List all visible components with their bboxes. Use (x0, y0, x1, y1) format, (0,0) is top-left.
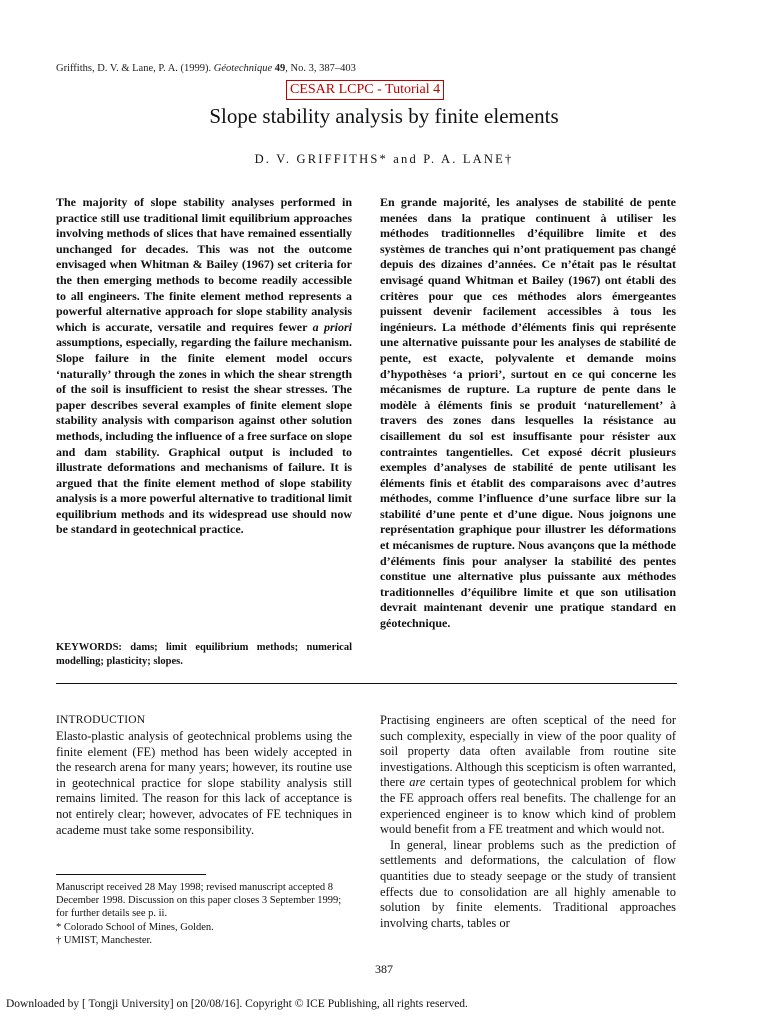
intro-para2-a: Practising engineers are often sceptical of the need for such complexity, especially in view of the poor quality of soil property data often available from routine site investigations. Although this scepticism is often warranted, there (380, 713, 676, 790)
author-line: D. V. GRIFFITHS* and P. A. LANE† (254, 152, 514, 166)
citation-rest: , No. 3, 387–403 (285, 63, 356, 74)
citation-journal: Géotechnique (213, 63, 273, 74)
body-column-right (380, 713, 676, 931)
keywords: KEYWORDS: dams; limit equilibrium methods; numerical modelling; plasticity; slopes. (56, 642, 352, 667)
footnotes (56, 881, 352, 947)
download-notice: Downloaded by [ Tongji University] on [20/08/16]. Copyright © ICE Publishing, all rights reserved. (6, 998, 468, 1010)
section-divider (56, 683, 677, 684)
intro-para2-b: certain types of geotechnical problem for which the FE approach offers real benefits. The challenge for an experienced engineer is to know which kind of problem would benefit from a FE treatment and which would not. (380, 775, 676, 837)
abstract-en-part1: The majority of slope stability analyses performed in practice still use traditional limit equilibrium approaches involving methods of slices that have remained essentially unchanged for decades. This was not the outcome envisaged when Whitman & Bailey (1967) set criteria for the then emerging methods to become readily accessible to all engineers. The finite element method represents a powerful alternative approach for slope stability analysis which is accurate, versatile and requires fewer (56, 195, 352, 334)
paper-title: Slope stability analysis by finite elements (209, 104, 559, 128)
introduction-heading: INTRODUCTION (56, 714, 146, 726)
abstract-en-italic: a priori (312, 319, 352, 334)
body-column-left (56, 729, 352, 838)
abstract-french: En grande majorité, les analyses de stabilité de pente menées dans la pratique continuent à utiliser les méthodes traditionnelles d’équilibre limite et des systèmes de tranches qui n’ont pratiquement pas changé depuis des dizaines d’années. Ce n’était pas le résultat envisagé quand Whitman et Bailey (1967) ont établi des critères pour que ces méthodes alors émergeantes puissent devenir facilement accessibles à tous les ingénieurs. La méthode d’éléments finis qui représente une alternative puissante pour les analyses de stabilité de pente, est exacte, polyvalente et demande moins d’hypothèses ‘a priori’, surtout en ce qui concerne les mécanismes de rupture. La rupture de pente dans le modèle à éléments finis se produit ‘naturellement’ à travers des zones dans lesquelles la résistance au cisaillement du sol est insuffisante pour résister aux contraintes tangentielles. Cet exposé décrit plusieurs exemples d’analyses de stabilité de pente utilisant les éléments finis et établit des comparaisons avec d’autres méthodes, comme l’influence d’une surface libre sur la stabilité d’une pente et d’une digue. Nous joignons une représentation graphique pour illustrer les déformations et mécanismes de rupture. Nous avançons que la méthode d’éléments finis pour analyser la stabilité des pentes constitue une alternative plus puissante aux méthodes traditionnelles d’équilibre limite et que son utilisation devrait maintenant devenir une pratique standard en géotechnique. (380, 195, 676, 631)
affiliation-1: * Colorado School of Mines, Golden. (56, 921, 214, 933)
citation-volume: 49 (274, 63, 286, 74)
footnote-divider (56, 874, 206, 875)
citation-authors: Griffiths, D. V. & Lane, P. A. (1999). (56, 63, 212, 74)
citation-line (56, 63, 356, 74)
abstract-english (56, 195, 352, 538)
abstract-en-part2: assumptions, especially, regarding the failure mechanism. Slope failure in the finite element model occurs ‘naturally’ through the zones in which the shear strength of the soil is insufficient to resist the shear stresses. The paper describes several examples of finite element slope stability analysis with comparison against other solution methods, including the influence of a free surface on slope and dam stability. Graphical output is included to illustrate deformations and mechanisms of failure. It is argued that the finite element method of slope stability analysis is a more powerful alternative to traditional limit equilibrium methods and its widespread use should now be standard in geotechnical practice. (56, 335, 352, 537)
intro-paragraph-1: Elasto-plastic analysis of geotechnical problems using the finite element (FE) method has been widely accepted in the research arena for many years; however, its routine use in geotechnical practice for slope stability analysis still remains limited. The reason for this lack of acceptance is not entirely clear; however, advocates of FE techniques in academe must take some responsibility. (56, 729, 352, 837)
tutorial-label[interactable]: CESAR LCPC - Tutorial 4 (286, 80, 444, 100)
intro-paragraph-3: In general, linear problems such as the prediction of settlements and deformations, the calculation of flow quantities due to steady seepage or the study of transient effects due to consolidation are all highly amenable to solution by finite elements. Traditional approaches involving charts, tables or (380, 837, 676, 930)
manuscript-note: Manuscript received 28 May 1998; revised manuscript accepted 8 December 1998. Discussion on this paper closes 3 September 1999; for further details see p. ii. (56, 882, 342, 920)
page-number: 387 (375, 962, 393, 976)
intro-para2-italic: are (409, 775, 426, 790)
intro-paragraph-2 (380, 713, 676, 838)
affiliation-2: † UMIST, Manchester. (56, 934, 153, 946)
